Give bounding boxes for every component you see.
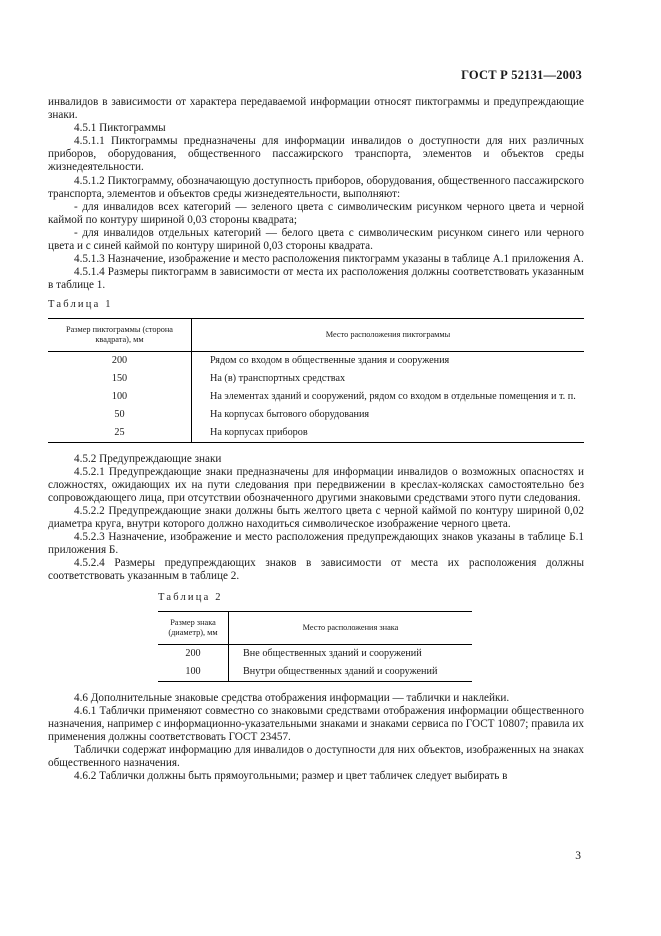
table-row xyxy=(48,388,584,406)
size-cell: 100 xyxy=(48,388,192,406)
place-cell: Внутри общественных зданий и сооружений xyxy=(229,663,473,682)
table2-header-row xyxy=(158,611,472,644)
table2-header-place: Место расположения знака xyxy=(229,611,473,644)
size-cell: 25 xyxy=(48,424,192,443)
paragraph: 4.5.1.4 Размеры пиктограмм в зависимости от места их расположения должны соответствовать указанным в таблице 1. xyxy=(48,266,584,292)
table1-body xyxy=(48,351,584,442)
table1-caption: Таблица 1 xyxy=(48,299,113,311)
document-body xyxy=(48,96,584,783)
paragraph: 4.6.2 Таблички должны быть прямоугольными; размер и цвет табличек следует выбирать в xyxy=(74,770,508,783)
paragraph: 4.5.1.2 Пиктограмму, обозначающую доступность приборов, оборудования, общественного пассажирского транспорта, элементов и объектов среды жизнедеятельности, выполняют: xyxy=(48,174,584,200)
paragraph-block-c xyxy=(48,692,584,784)
table2-caption: Таблица 2 xyxy=(158,592,223,604)
paragraph: Таблички содержат информацию для инвалидов о доступности для них объектов, изображенных на знаках общественного назначения. xyxy=(48,743,584,769)
table2-body xyxy=(158,644,472,681)
place-cell: На корпусах приборов xyxy=(192,424,585,443)
paragraph: 4.5.2.4 Размеры предупреждающих знаков в зависимости от места их расположения должны соответствовать указанным в таблице 2. xyxy=(48,557,584,583)
size-cell: 50 xyxy=(48,406,192,424)
place-cell: Рядом со входом в общественные здания и сооружения xyxy=(210,354,450,366)
table-row xyxy=(158,663,472,682)
paragraph: 4.5.2 Предупреждающие знаки xyxy=(74,452,222,465)
paragraph: 4.6 Дополнительные знаковые средства отображения информации — таблички и наклейки. xyxy=(74,691,510,704)
table-row xyxy=(48,424,584,443)
paragraph: - для инвалидов всех категорий — зеленого цвета с символическим рисунком черного цвета и черной каймой по контуру шириной 0,03 стороны квадрата; xyxy=(48,200,584,226)
paragraph-block-b xyxy=(48,453,584,584)
paragraph: 4.5.2.2 Предупреждающие знаки должны быть желтого цвета с черной каймой по контуру шириной 0,02 диаметра круга, внутри которого должно находиться символическое изображение черного цвета. xyxy=(48,504,584,530)
table-row xyxy=(48,406,584,424)
place-cell: На (в) транспортных средствах xyxy=(210,372,346,384)
table-row xyxy=(158,644,472,663)
place-cell: На элементах зданий и сооружений, рядом со входом в отдельные помещения и т. п. xyxy=(210,390,576,402)
document-header: ГОСТ Р 52131—2003 xyxy=(461,68,582,82)
table2-header-size: Размер знака (диаметр), мм xyxy=(158,611,229,644)
table1 xyxy=(48,318,584,443)
place-cell: Вне общественных зданий и сооружений xyxy=(243,647,422,659)
table-row xyxy=(48,351,584,370)
paragraph: 4.5.2.3 Назначение, изображение и место расположения предупреждающих знаков указаны в таблице Б.1 приложения Б. xyxy=(48,531,584,557)
table2 xyxy=(158,611,472,682)
paragraph: - для инвалидов отдельных категорий — белого цвета с символическим рисунком синего или черного цвета и с синей каймой по контуру шириной 0,03 стороны квадрата. xyxy=(48,226,584,253)
paragraph: 4.5.1.1 Пиктограммы предназначены для информации инвалидов о доступности для них различных приборов, оборудования, общественного пассажирского транспорта, элементов и объектов среды жизнедеятельности. xyxy=(48,135,584,174)
table-row xyxy=(48,370,584,388)
paragraph: 4.5.1.3 Назначение, изображение и место расположения пиктограмм указаны в таблице А.1 приложения А. xyxy=(74,253,584,266)
place-cell: На корпусах бытового оборудования xyxy=(210,408,370,420)
paragraph: инвалидов в зависимости от характера передаваемой информации относят пиктограммы и предупреждающие знаки. xyxy=(48,96,584,122)
page-number: 3 xyxy=(575,850,581,862)
paragraph-block-a xyxy=(48,96,584,292)
size-cell: 200 xyxy=(158,644,229,663)
size-cell: 200 xyxy=(48,351,192,370)
table1-header-size: Размер пиктограммы (сторона квадрата), мм xyxy=(48,318,192,351)
size-cell: 150 xyxy=(48,370,192,388)
size-cell: 100 xyxy=(158,663,229,682)
table1-header-place: Место расположения пиктограммы xyxy=(192,318,585,351)
paragraph: 4.6.1 Таблички применяют совместно со знаковыми средствами отображения информации общественного назначения, например с информационно-указательными знаками и знаками сервиса по ГОСТ 10807; правила их применения должны соответствовать ГОСТ 23457. xyxy=(48,704,584,743)
paragraph: 4.5.2.1 Предупреждающие знаки предназначены для информации инвалидов о возможных опасностях и сложностях, ожидающих их на пути следования при передвижении в креслах-колясках самостоятельно без сопровождающего лица, при отсутствии обозначенного другими знаковыми средствами этого пути следования. xyxy=(48,465,584,504)
paragraph: 4.5.1 Пиктограммы xyxy=(74,122,166,135)
table1-header-row xyxy=(48,318,584,351)
